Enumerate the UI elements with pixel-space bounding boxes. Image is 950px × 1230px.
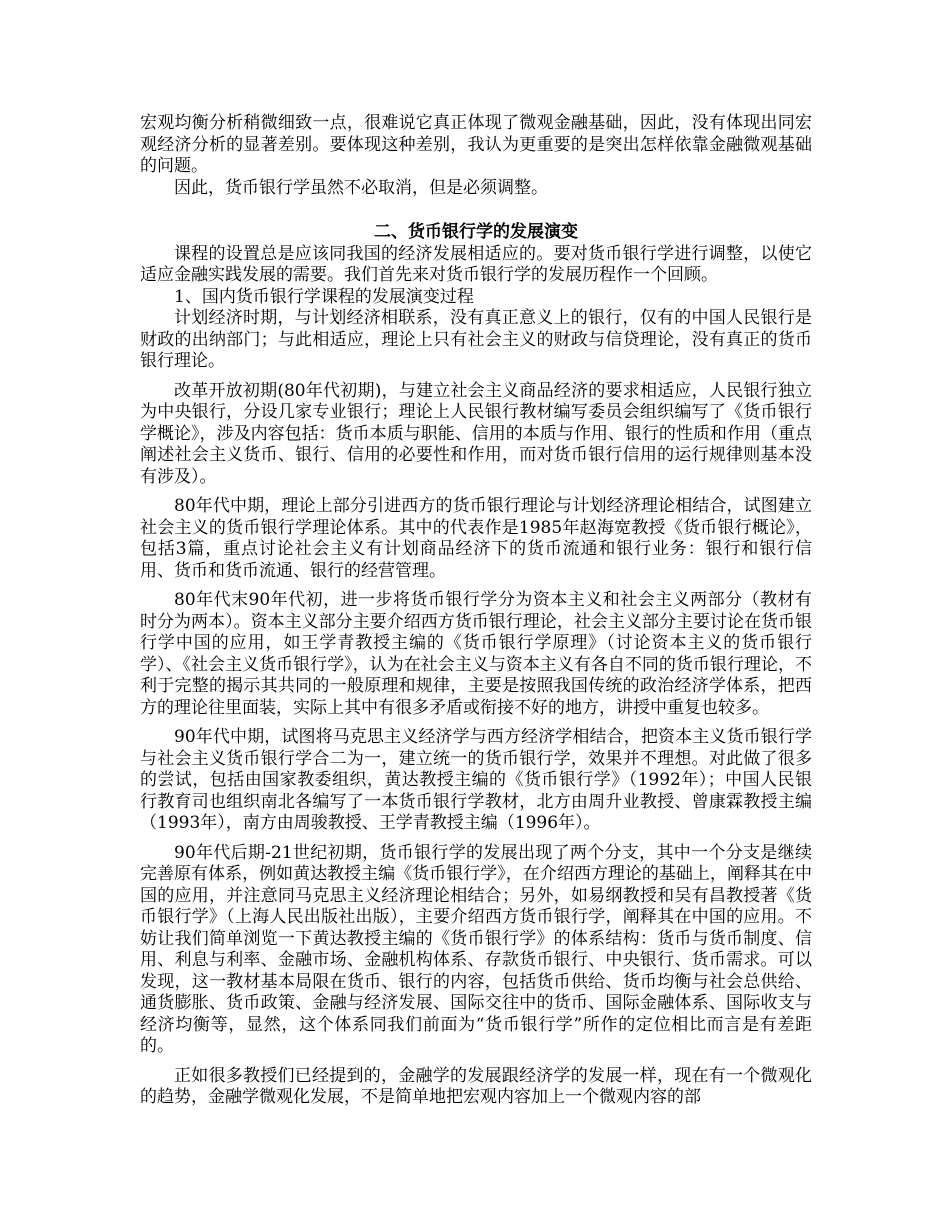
paragraph-mid-80s: 80年代中期，理论上部分引进西方的货币银行理论与计划经济理论相结合，试图建立社会主义的货币银行学理论体系。其中的代表作是1985年赵海宽教授《货币银行概论》，包括3篇，重点讨论社会主义有计划商品经济下的货币流通和银行业务：银行和银行信用、货币和货币流通、银行的经营管理。 (140, 496, 812, 581)
paragraph-microfinance: 正如很多教授们已经提到的，金融学的发展跟经济学的发展一样，现在有一个微观化的趋势，金融学微观化发展，不是简单地把宏观内容加上一个微观内容的部 (140, 1065, 812, 1107)
paragraph-planned-economy: 计划经济时期，与计划经济相联系，没有真正意义上的银行，仅有的中国人民银行是财政的出纳部门；与此相适应，理论上只有社会主义的财政与信贷理论，没有真正的货币银行理论。 (140, 308, 812, 371)
paragraph-late-80s: 80年代末90年代初，进一步将货币银行学分为资本主义和社会主义两部分（教材有时分为两本）。资本主义部分主要介绍西方货币银行理论，社会主义部分主要讨论在货币银行学中国的应用，如王学青教授主编的《货币银行学原理》（讨论资本主义的货币银行学）、《社会主义货币银行学》，认为在社会主义与资本主义有各自不同的货币银行理论，不利于完整的揭示其共同的一般原理和规律，主要是按照我国传统的政治经济学体系，把西方的理论往里面装，实际上其中有很多矛盾或衔接不好的地方，讲授中重复也较多。 (140, 590, 812, 718)
paragraph-intro: 课程的设置总是应该同我国的经济发展相适应的。要对货币银行学进行调整，以使它适应金融实践发展的需要。我们首先来对货币银行学的发展历程作一个回顾。 (140, 243, 812, 285)
paragraph-continuation: 宏观均衡分析稍微细致一点，很难说它真正体现了微观金融基础，因此，没有体现出同宏观经济分析的显著差别。要体现这种差别，我认为更重要的是突出怎样依靠金融微观基础的问题。 (140, 113, 812, 176)
subsection-title: 1、国内货币银行学课程的发展演变过程 (174, 286, 474, 307)
paragraph-early-reform: 改革开放初期(80年代初期)，与建立社会主义商品经济的要求相适应，人民银行独立为中央银行，分设几家专业银行；理论上人民银行教材编写委员会组织编写了《货币银行学概论》，涉及内容包括：货币本质与职能、信用的本质与作用、银行的性质和作用（重点阐述社会主义货币、银行、信用的必要性和作用，而对货币银行信用的运行规律则基本没有涉及）。 (140, 380, 812, 487)
paragraph-late-90s: 90年代后期-21世纪初期，货币银行学的发展出现了两个分支，其中一个分支是继续完善原有体系，例如黄达教授主编《货币银行学》，在介绍西方理论的基础上，阐释其在中国的应用，并注意同马克思主义经济理论相结合；另外，如易纲教授和吴有昌教授著《货币银行学》（上海人民出版社出版），主要介绍西方货币银行学，阐释其在中国的应用。不妨让我们简单浏览一下黄达教授主编的《货币银行学》的体系结构：货币与货币制度、信用、利息与利率、金融市场、金融机构体系、存款货币银行、中央银行、货币需求。可以发现，这一教材基本局限在货币、银行的内容，包括货币供给、货币均衡与社会总供给、通货膨胀、货币政策、金融与经济发展、国际交往中的货币、国际金融体系、国际收支与经济均衡等，显然，这个体系同我们前面为“货币银行学”所作的定位相比而言是有差距的。 (140, 842, 812, 1056)
paragraph-conclusion: 因此，货币银行学虽然不必取消，但是必须调整。 (174, 177, 548, 198)
section-heading: 二、货币银行学的发展演变 (374, 222, 578, 242)
paragraph-mid-90s: 90年代中期，试图将马克思主义经济学与西方经济学相结合，把资本主义货币银行学与社会主义货币银行学合二为一，建立统一的货币银行学，效果并不理想。对此做了很多的尝试，包括由国家教委组织，黄达教授主编的《货币银行学》（1992年）；中国人民银行教育司也组织南北各编写了一本货币银行学教材，北方由周升业教授、曾康霖教授主编（1993年），南方由周骏教授、王学青教授主编（1996年）。 (140, 727, 812, 833)
